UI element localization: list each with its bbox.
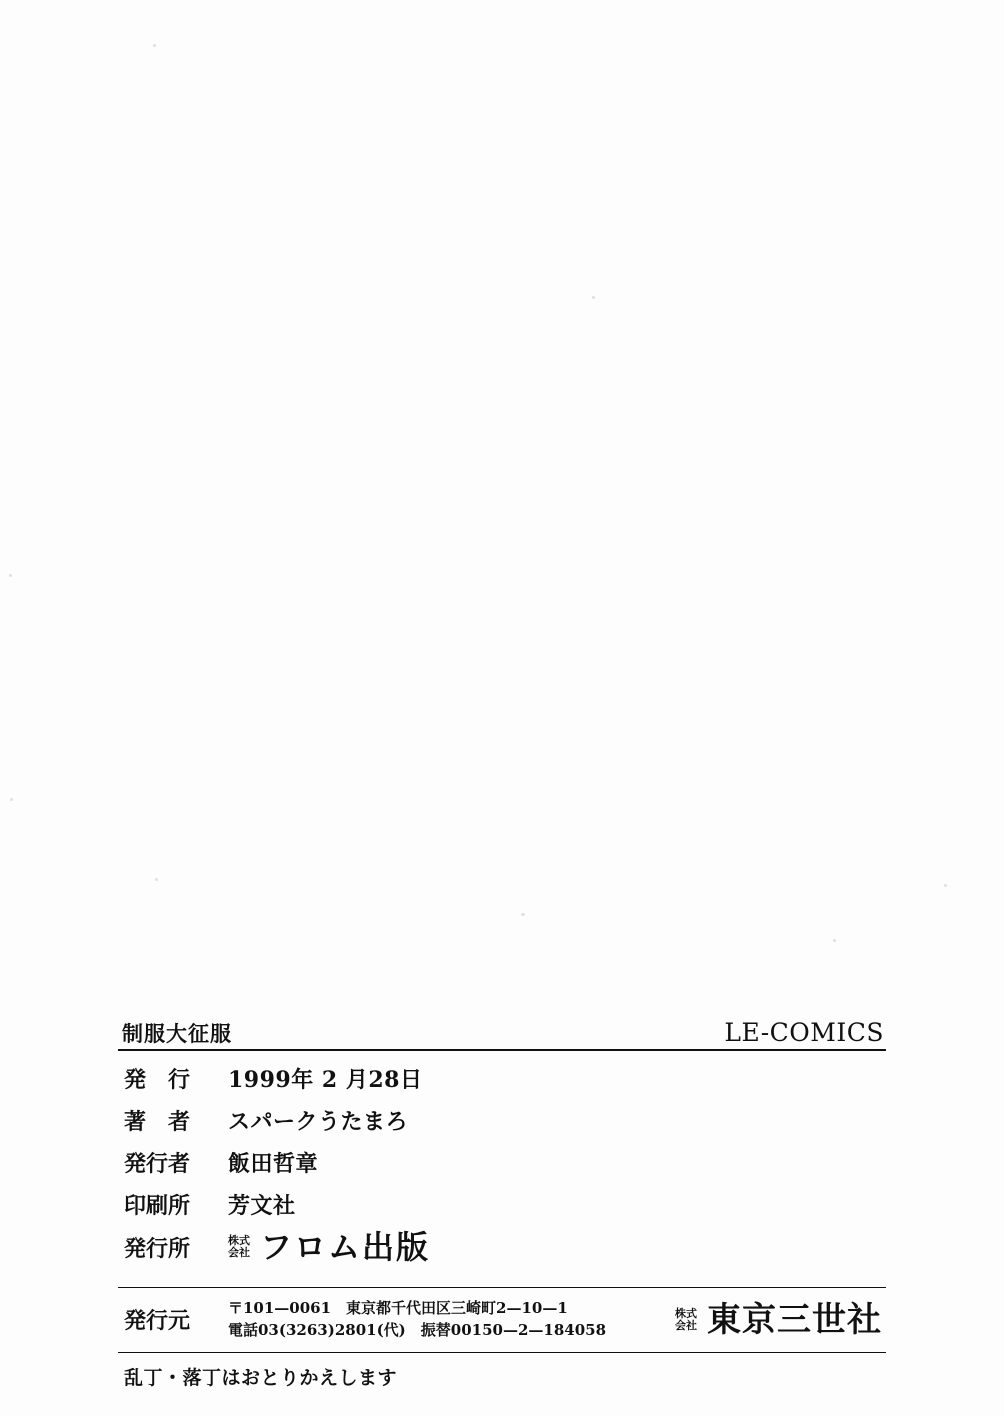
paper-speck (10, 798, 13, 801)
paper-speck (9, 574, 12, 577)
distributor-name: 東京三世社 (707, 1299, 882, 1340)
credit-row-issuer (124, 1147, 886, 1178)
credit-label: 著 者 (124, 1110, 191, 1135)
credit-row-printer (124, 1189, 886, 1220)
credit-row-author (124, 1105, 886, 1136)
credit-row-publication-date (124, 1063, 886, 1094)
paper-speck (155, 878, 158, 881)
credit-value: スパークうたまろ (228, 1110, 409, 1135)
kabushiki-gaisha-mark (228, 1235, 250, 1258)
kk-bottom-text: 会社 (228, 1246, 250, 1259)
paper-speck (592, 296, 595, 299)
publisher-label: 発行所 (124, 1236, 191, 1262)
colophon-block (118, 1020, 886, 1390)
kabushiki-gaisha-mark (675, 1308, 697, 1331)
credit-label: 印刷所 (124, 1194, 191, 1219)
colophon-title-row (118, 1020, 886, 1049)
distributor-left (124, 1298, 606, 1342)
distributor-right (675, 1299, 886, 1340)
publisher-name: フロム出版 (260, 1228, 431, 1266)
distributor-label: 発行元 (124, 1309, 191, 1335)
credit-row-publisher (124, 1228, 886, 1266)
distributor-address-line2: 電話03(3263)2801(代) 振替00150—2—184058 (228, 1320, 607, 1339)
imprint-label: LE-COMICS (724, 1018, 884, 1047)
book-title: 制服大征服 (122, 1022, 232, 1046)
distributor-address (228, 1298, 606, 1342)
credit-label: 発 行 (124, 1068, 191, 1093)
credit-value: 芳文社 (228, 1194, 296, 1219)
credits-list (118, 1051, 886, 1287)
paper-speck (521, 913, 525, 916)
kk-bottom-text: 会社 (675, 1318, 697, 1332)
credit-label: 発行者 (124, 1152, 191, 1177)
paper-speck (944, 884, 947, 887)
kk-top-text: 株式 (675, 1307, 697, 1321)
credit-value: 1999年 2 月28日 (228, 1067, 423, 1093)
replacement-note: 乱丁・落丁はおとりかえします (124, 1366, 398, 1389)
kk-top-text: 株式 (228, 1234, 250, 1248)
credit-value: 飯田哲章 (228, 1152, 319, 1177)
distributor-block (118, 1288, 886, 1352)
paper-speck (153, 44, 156, 47)
distributor-address-line1: 〒101—0061 東京都千代田区三崎町2—10—1 (228, 1299, 568, 1317)
paper-speck (833, 939, 836, 942)
